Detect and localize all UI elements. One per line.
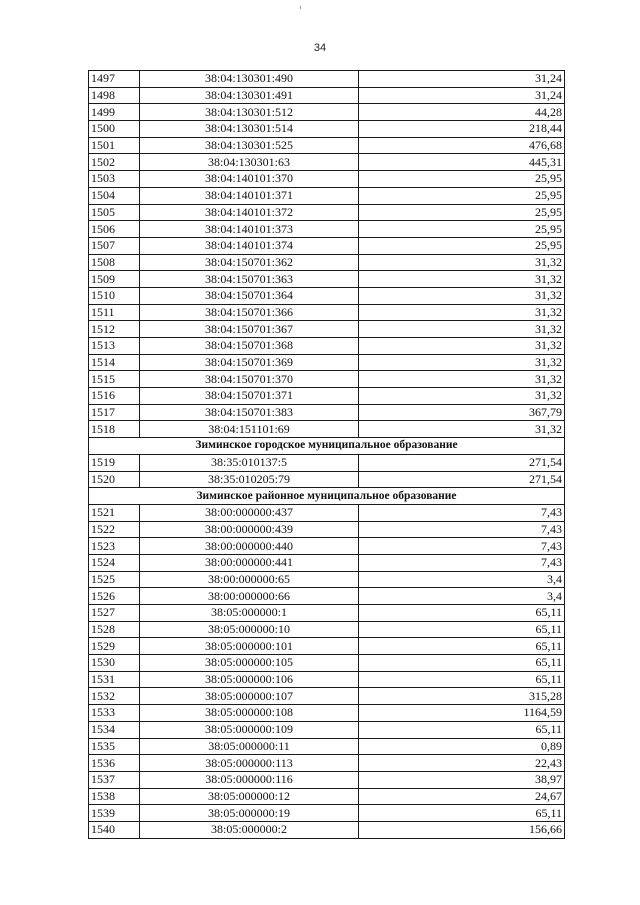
table-row xyxy=(89,721,565,738)
row-number-cell: 1498 xyxy=(89,87,140,104)
table-row xyxy=(89,304,565,321)
cadastral-number-cell: 38:04:150701:366 xyxy=(140,304,359,321)
row-number-cell: 1532 xyxy=(89,688,140,705)
parcel-table xyxy=(88,70,565,839)
row-number-cell: 1536 xyxy=(89,755,140,772)
area-value-cell: 218,44 xyxy=(359,121,565,138)
table-row xyxy=(89,521,565,538)
area-value-cell: 315,28 xyxy=(359,688,565,705)
table-row xyxy=(89,87,565,104)
row-number-cell: 1516 xyxy=(89,388,140,405)
area-value-cell: 65,11 xyxy=(359,655,565,672)
row-number-cell: 1539 xyxy=(89,805,140,822)
cadastral-number-cell: 38:04:150701:362 xyxy=(140,254,359,271)
cadastral-number-cell: 38:35:010205:79 xyxy=(140,471,359,488)
row-number-cell: 1513 xyxy=(89,338,140,355)
area-value-cell: 25,95 xyxy=(359,204,565,221)
row-number-cell: 1531 xyxy=(89,671,140,688)
cadastral-number-cell: 38:05:000000:116 xyxy=(140,771,359,788)
table-row xyxy=(89,121,565,138)
table-row xyxy=(89,354,565,371)
area-value-cell: 31,32 xyxy=(359,321,565,338)
cadastral-number-cell: 38:04:150701:363 xyxy=(140,271,359,288)
cadastral-number-cell: 38:05:000000:12 xyxy=(140,788,359,805)
area-value-cell: 0,89 xyxy=(359,738,565,755)
cadastral-number-cell: 38:05:000000:107 xyxy=(140,688,359,705)
row-number-cell: 1525 xyxy=(89,571,140,588)
scan-mark xyxy=(300,6,301,9)
table-row xyxy=(89,421,565,438)
cadastral-number-cell: 38:05:000000:105 xyxy=(140,655,359,672)
row-number-cell: 1528 xyxy=(89,621,140,638)
area-value-cell: 271,54 xyxy=(359,471,565,488)
table-row xyxy=(89,821,565,838)
table-row xyxy=(89,237,565,254)
area-value-cell: 31,32 xyxy=(359,304,565,321)
area-value-cell: 24,67 xyxy=(359,788,565,805)
table-row xyxy=(89,538,565,555)
cadastral-number-cell: 38:05:000000:2 xyxy=(140,821,359,838)
table-row xyxy=(89,338,565,355)
table-row xyxy=(89,554,565,571)
row-number-cell: 1505 xyxy=(89,204,140,221)
table-row xyxy=(89,271,565,288)
table-row xyxy=(89,638,565,655)
table-row xyxy=(89,471,565,488)
section-header-row xyxy=(89,438,565,455)
area-value-cell: 31,32 xyxy=(359,254,565,271)
cadastral-number-cell: 38:05:000000:109 xyxy=(140,721,359,738)
area-value-cell: 65,11 xyxy=(359,671,565,688)
cadastral-number-cell: 38:04:150701:367 xyxy=(140,321,359,338)
row-number-cell: 1521 xyxy=(89,504,140,521)
table-row xyxy=(89,504,565,521)
cadastral-number-cell: 38:04:140101:371 xyxy=(140,187,359,204)
area-value-cell: 25,95 xyxy=(359,221,565,238)
section-title: Зиминское районное муниципальное образование xyxy=(89,488,565,505)
row-number-cell: 1535 xyxy=(89,738,140,755)
cadastral-number-cell: 38:04:140101:373 xyxy=(140,221,359,238)
area-value-cell: 31,24 xyxy=(359,71,565,88)
row-number-cell: 1500 xyxy=(89,121,140,138)
cadastral-number-cell: 38:04:130301:514 xyxy=(140,121,359,138)
area-value-cell: 65,11 xyxy=(359,805,565,822)
area-value-cell: 367,79 xyxy=(359,404,565,421)
cadastral-number-cell: 38:00:000000:66 xyxy=(140,588,359,605)
table-row xyxy=(89,738,565,755)
area-value-cell: 65,11 xyxy=(359,605,565,622)
cadastral-number-cell: 38:04:151101:69 xyxy=(140,421,359,438)
area-value-cell: 7,43 xyxy=(359,538,565,555)
row-number-cell: 1497 xyxy=(89,71,140,88)
table-row xyxy=(89,588,565,605)
area-value-cell: 22,43 xyxy=(359,755,565,772)
row-number-cell: 1540 xyxy=(89,821,140,838)
area-value-cell: 31,32 xyxy=(359,354,565,371)
row-number-cell: 1510 xyxy=(89,287,140,304)
row-number-cell: 1530 xyxy=(89,655,140,672)
table-row xyxy=(89,104,565,121)
area-value-cell: 271,54 xyxy=(359,454,565,471)
row-number-cell: 1534 xyxy=(89,721,140,738)
table-row xyxy=(89,321,565,338)
cadastral-number-cell: 38:04:150701:370 xyxy=(140,371,359,388)
table-row xyxy=(89,154,565,171)
cadastral-number-cell: 38:05:000000:11 xyxy=(140,738,359,755)
area-value-cell: 44,28 xyxy=(359,104,565,121)
table-row xyxy=(89,171,565,188)
table-row xyxy=(89,204,565,221)
cadastral-number-cell: 38:04:150701:371 xyxy=(140,388,359,405)
cadastral-number-cell: 38:05:000000:108 xyxy=(140,705,359,722)
row-number-cell: 1526 xyxy=(89,588,140,605)
table-row xyxy=(89,571,565,588)
cadastral-number-cell: 38:04:130301:63 xyxy=(140,154,359,171)
area-value-cell: 31,32 xyxy=(359,287,565,304)
cadastral-number-cell: 38:04:150701:368 xyxy=(140,338,359,355)
cadastral-number-cell: 38:04:150701:364 xyxy=(140,287,359,304)
table-row xyxy=(89,655,565,672)
cadastral-number-cell: 38:04:130301:491 xyxy=(140,87,359,104)
area-value-cell: 31,32 xyxy=(359,388,565,405)
table-row xyxy=(89,671,565,688)
row-number-cell: 1520 xyxy=(89,471,140,488)
table-row xyxy=(89,71,565,88)
area-value-cell: 7,43 xyxy=(359,504,565,521)
cadastral-number-cell: 38:05:000000:10 xyxy=(140,621,359,638)
row-number-cell: 1519 xyxy=(89,454,140,471)
area-value-cell: 7,43 xyxy=(359,554,565,571)
section-header-row xyxy=(89,488,565,505)
row-number-cell: 1529 xyxy=(89,638,140,655)
row-number-cell: 1508 xyxy=(89,254,140,271)
area-value-cell: 65,11 xyxy=(359,721,565,738)
area-value-cell: 3,4 xyxy=(359,588,565,605)
row-number-cell: 1507 xyxy=(89,237,140,254)
cadastral-number-cell: 38:05:000000:106 xyxy=(140,671,359,688)
cadastral-number-cell: 38:00:000000:440 xyxy=(140,538,359,555)
row-number-cell: 1502 xyxy=(89,154,140,171)
row-number-cell: 1512 xyxy=(89,321,140,338)
cadastral-number-cell: 38:35:010137:5 xyxy=(140,454,359,471)
area-value-cell: 476,68 xyxy=(359,137,565,154)
row-number-cell: 1523 xyxy=(89,538,140,555)
table-row xyxy=(89,705,565,722)
area-value-cell: 31,24 xyxy=(359,87,565,104)
row-number-cell: 1506 xyxy=(89,221,140,238)
area-value-cell: 1164,59 xyxy=(359,705,565,722)
row-number-cell: 1522 xyxy=(89,521,140,538)
area-value-cell: 7,43 xyxy=(359,521,565,538)
cadastral-number-cell: 38:05:000000:101 xyxy=(140,638,359,655)
section-title: Зиминское городское муниципальное образование xyxy=(89,438,565,455)
cadastral-number-cell: 38:05:000000:1 xyxy=(140,605,359,622)
cadastral-number-cell: 38:00:000000:65 xyxy=(140,571,359,588)
cadastral-number-cell: 38:00:000000:437 xyxy=(140,504,359,521)
area-value-cell: 25,95 xyxy=(359,171,565,188)
page-number: 34 xyxy=(313,42,327,54)
area-value-cell: 31,32 xyxy=(359,338,565,355)
table-row xyxy=(89,454,565,471)
table-row xyxy=(89,388,565,405)
row-number-cell: 1509 xyxy=(89,271,140,288)
row-number-cell: 1503 xyxy=(89,171,140,188)
area-value-cell: 31,32 xyxy=(359,421,565,438)
table-row xyxy=(89,805,565,822)
cadastral-number-cell: 38:05:000000:19 xyxy=(140,805,359,822)
area-value-cell: 25,95 xyxy=(359,187,565,204)
cadastral-number-cell: 38:04:150701:369 xyxy=(140,354,359,371)
area-value-cell: 25,95 xyxy=(359,237,565,254)
cadastral-number-cell: 38:00:000000:439 xyxy=(140,521,359,538)
cadastral-number-cell: 38:05:000000:113 xyxy=(140,755,359,772)
cadastral-number-cell: 38:04:140101:374 xyxy=(140,237,359,254)
table-row xyxy=(89,404,565,421)
row-number-cell: 1537 xyxy=(89,771,140,788)
row-number-cell: 1515 xyxy=(89,371,140,388)
cadastral-number-cell: 38:04:130301:490 xyxy=(140,71,359,88)
row-number-cell: 1499 xyxy=(89,104,140,121)
area-value-cell: 445,31 xyxy=(359,154,565,171)
table-row xyxy=(89,688,565,705)
row-number-cell: 1517 xyxy=(89,404,140,421)
row-number-cell: 1538 xyxy=(89,788,140,805)
area-value-cell: 38,97 xyxy=(359,771,565,788)
area-value-cell: 31,32 xyxy=(359,271,565,288)
cadastral-number-cell: 38:04:140101:370 xyxy=(140,171,359,188)
area-value-cell: 156,66 xyxy=(359,821,565,838)
table-row xyxy=(89,605,565,622)
table-row xyxy=(89,137,565,154)
cadastral-number-cell: 38:04:140101:372 xyxy=(140,204,359,221)
table-row xyxy=(89,788,565,805)
table-row xyxy=(89,187,565,204)
cadastral-number-cell: 38:04:150701:383 xyxy=(140,404,359,421)
table-row xyxy=(89,755,565,772)
cadastral-number-cell: 38:00:000000:441 xyxy=(140,554,359,571)
row-number-cell: 1501 xyxy=(89,137,140,154)
row-number-cell: 1518 xyxy=(89,421,140,438)
table-row xyxy=(89,254,565,271)
area-value-cell: 3,4 xyxy=(359,571,565,588)
table-row xyxy=(89,287,565,304)
area-value-cell: 31,32 xyxy=(359,371,565,388)
row-number-cell: 1504 xyxy=(89,187,140,204)
cadastral-number-cell: 38:04:130301:525 xyxy=(140,137,359,154)
cadastral-number-cell: 38:04:130301:512 xyxy=(140,104,359,121)
table-row xyxy=(89,771,565,788)
table-row xyxy=(89,621,565,638)
row-number-cell: 1511 xyxy=(89,304,140,321)
row-number-cell: 1524 xyxy=(89,554,140,571)
row-number-cell: 1527 xyxy=(89,605,140,622)
row-number-cell: 1514 xyxy=(89,354,140,371)
parcel-table-body xyxy=(89,71,565,839)
row-number-cell: 1533 xyxy=(89,705,140,722)
area-value-cell: 65,11 xyxy=(359,621,565,638)
area-value-cell: 65,11 xyxy=(359,638,565,655)
table-row xyxy=(89,221,565,238)
table-row xyxy=(89,371,565,388)
